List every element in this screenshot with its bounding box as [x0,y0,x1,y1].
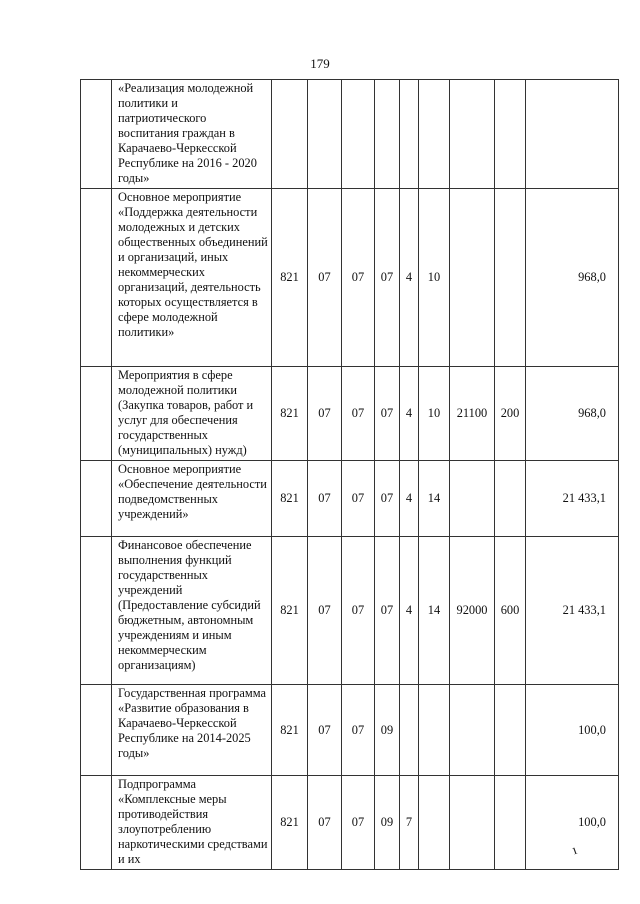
name-cell: Мероприятия в сфере молодежной политики (Закупка товаров, работ и услуг для обеспечения государственных (муниципальных) нужд) [112,367,272,461]
ved-cell: 821 [272,685,308,776]
activity-cell [419,685,450,776]
table-row [81,537,619,685]
program-cell: 07 [375,537,400,685]
ved-cell [272,80,308,189]
row-number-cell [81,80,112,189]
subprogram-cell: 4 [400,189,419,367]
ved-cell: 821 [272,461,308,537]
amount-cell: 968,0 [526,189,619,367]
direction-code-cell [450,461,495,537]
row-number-cell [81,685,112,776]
ved-cell: 821 [272,537,308,685]
ved-cell: 821 [272,367,308,461]
activity-cell: 14 [419,461,450,537]
expense-type-cell [495,685,526,776]
row-number-cell [81,189,112,367]
subsection-cell: 07 [342,189,375,367]
row-number-cell [81,461,112,537]
amount-cell: 21 433,1 [526,461,619,537]
section-cell: 07 [308,537,342,685]
expense-type-cell [495,80,526,189]
expense-type-cell [495,461,526,537]
name-cell: «Реализация молодежной политики и патриотического воспитания граждан в Карачаево-Черкесской Республике на 2016 - 2020 годы» [112,80,272,189]
activity-cell: 10 [419,367,450,461]
expense-type-cell [495,776,526,870]
amount-cell: 968,0 [526,367,619,461]
direction-code-cell [450,80,495,189]
table-row [81,189,619,367]
expense-type-cell: 200 [495,367,526,461]
page-number: 179 [310,56,330,71]
section-cell: 07 [308,685,342,776]
row-number-cell [81,776,112,870]
row-number-cell [81,367,112,461]
table-row [81,776,619,870]
table-row [81,80,619,189]
subsection-cell: 07 [342,461,375,537]
section-cell: 07 [308,776,342,870]
expense-type-cell [495,189,526,367]
name-cell: Финансовое обеспечение выполнения функций государственных учреждений (Предоставление субсидий бюджетным, автономным учреждениям и иным некоммерческим организациям) [112,537,272,685]
direction-code-cell [450,685,495,776]
subsection-cell: 07 [342,776,375,870]
program-cell [375,80,400,189]
subprogram-cell [400,685,419,776]
amount-cell: 100,0 [526,776,619,870]
table-row [81,461,619,537]
amount-cell [526,80,619,189]
program-cell: 09 [375,776,400,870]
name-cell: Основное мероприятие «Обеспечение деятельности подведомственных учреждений» [112,461,272,537]
amount-cell: 21 433,1 [526,537,619,685]
subsection-cell: 07 [342,537,375,685]
activity-cell: 10 [419,189,450,367]
direction-code-cell [450,189,495,367]
subprogram-cell [400,80,419,189]
section-cell: 07 [308,189,342,367]
budget-table [80,79,619,870]
direction-code-cell: 21100 [450,367,495,461]
subsection-cell [342,80,375,189]
program-cell: 07 [375,367,400,461]
program-cell: 07 [375,189,400,367]
subprogram-cell: 7 [400,776,419,870]
subprogram-cell: 4 [400,537,419,685]
ved-cell: 821 [272,776,308,870]
section-cell: 07 [308,461,342,537]
subprogram-cell: 4 [400,461,419,537]
amount-cell: 100,0 [526,685,619,776]
section-cell: 07 [308,367,342,461]
name-cell: Государственная программа «Развитие образования в Карачаево-Черкесской Республике на 2014-2025 годы» [112,685,272,776]
row-number-cell [81,537,112,685]
activity-cell [419,80,450,189]
direction-code-cell [450,776,495,870]
section-cell [308,80,342,189]
name-cell: Подпрограмма «Комплексные меры противодействия злоупотреблению наркотическими средствами и их [112,776,272,870]
subsection-cell: 07 [342,367,375,461]
name-cell: Основное мероприятие «Поддержка деятельности молодежных и детских общественных объединений и организаций, иных некоммерческих организаций, деятельность которых осуществляется в сфере молодежной политики» [112,189,272,367]
subprogram-cell: 4 [400,367,419,461]
subsection-cell: 07 [342,685,375,776]
table-row [81,367,619,461]
direction-code-cell: 92000 [450,537,495,685]
expense-type-cell: 600 [495,537,526,685]
activity-cell [419,776,450,870]
scan-mark: ı [570,842,580,859]
table-row [81,685,619,776]
program-cell: 07 [375,461,400,537]
program-cell: 09 [375,685,400,776]
ved-cell: 821 [272,189,308,367]
activity-cell: 14 [419,537,450,685]
